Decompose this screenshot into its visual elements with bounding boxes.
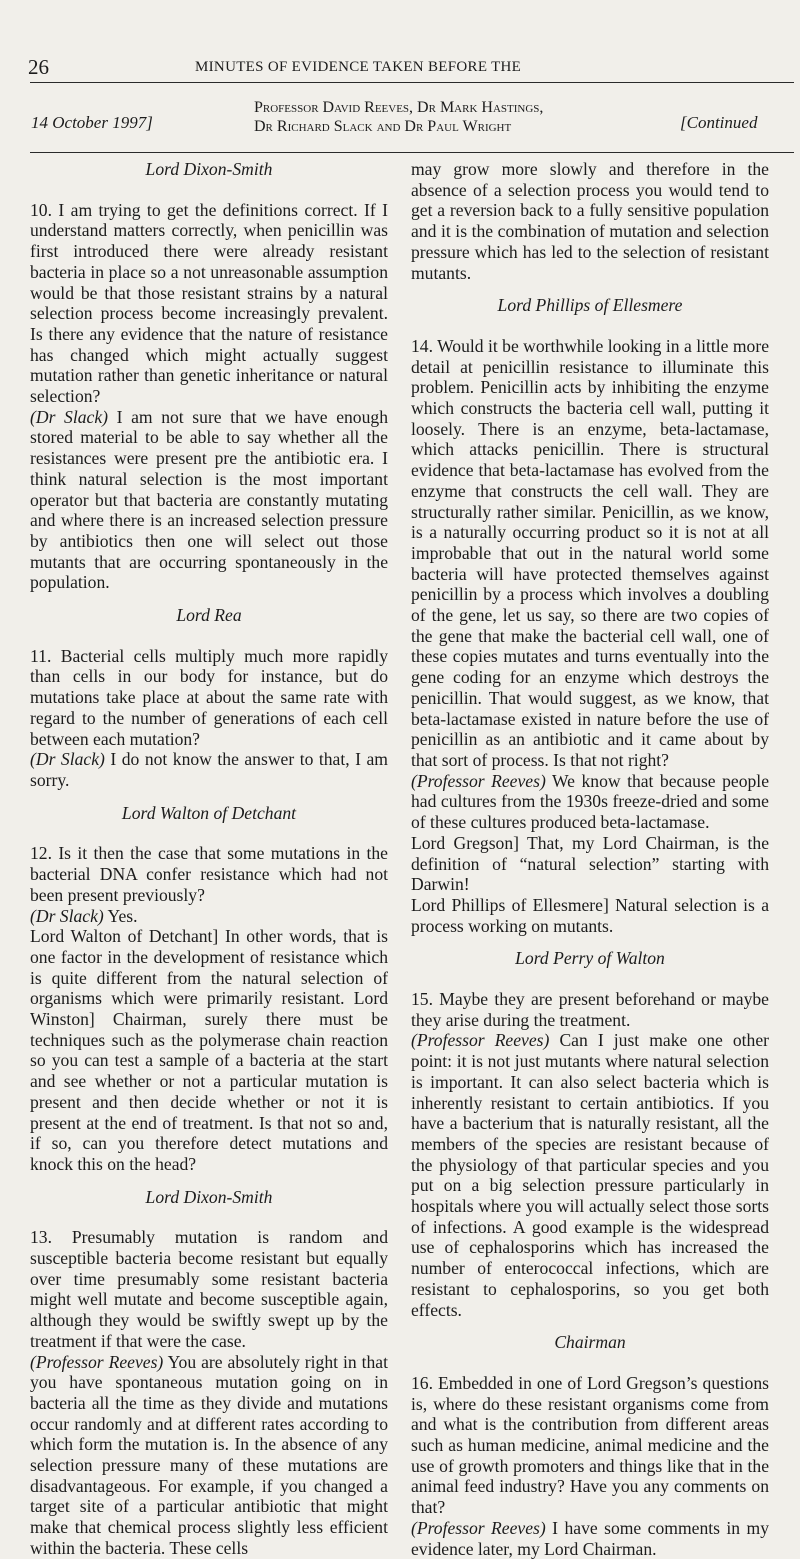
paragraph-text: may grow more slowly and therefore in the absence of a selection process you would tend to get a reversion back to a fully sensitive population and it is the combination of mutation and selection pressure which has led to the selection of resistant mutants. [411, 159, 769, 283]
witness-attribution: (Professor Reeves) [411, 1030, 550, 1051]
witness-line: Professor David Reeves, Dr Mark Hastings, [254, 99, 544, 116]
page-number: 26 [28, 55, 49, 79]
speaker-heading: Lord Dixon-Smith [145, 159, 273, 179]
evidence-paragraph [411, 895, 769, 936]
evidence-paragraph [30, 646, 388, 750]
left-column [30, 159, 388, 1559]
witness-attribution: (Dr Slack) [30, 406, 108, 427]
evidence-paragraph [30, 407, 388, 593]
evidence-paragraph [411, 989, 769, 1030]
paragraph-text: We know that because people had cultures from the 1930s freeze-dried and some of these cultures produced beta-lactamase. [411, 770, 769, 833]
evidence-paragraph [30, 1352, 388, 1559]
paragraph-text: I do not know the answer to that, I am sorry. [30, 749, 388, 790]
speaker-heading: Lord Dixon-Smith [145, 1186, 273, 1207]
evidence-paragraph [30, 843, 388, 905]
speaker-heading: Lord Phillips of Ellesmere [497, 295, 683, 316]
evidence-paragraph [411, 159, 769, 283]
paragraph-text: Lord Phillips of Ellesmere] Natural selection is a process working on mutants. [411, 894, 769, 936]
paragraph-text: 11. Bacterial cells multiply much more rapidly than cells in our body for instance, but do mutations take place at about the same rate with regard to the number of generations of each cell between each mutation? [30, 645, 388, 749]
paragraph-text: 13. Presumably mutation is random and susceptible bacteria become resistant but equally over time presumably some resistant bacteria might well mutate and become susceptible again, although they would be swiftly swept up by the treatment if that were the case. [30, 1227, 388, 1351]
evidence-paragraph [30, 749, 388, 790]
evidence-paragraph [411, 833, 769, 895]
paragraph-text: 16. Embedded in one of Lord Gregson’s questions is, where do these resistant organisms come from and what is the contribution from different areas such as human medicine, animal medicine and the use of growth promoters and things like that in the animal feed industry? Have you any comments on that? [411, 1372, 769, 1518]
evidence-paragraph [30, 200, 388, 407]
speaker-heading: Lord Perry of Walton [515, 948, 665, 969]
witness-attribution: (Professor Reeves) [411, 1517, 546, 1538]
evidence-paragraph [411, 1030, 769, 1320]
evidence-paragraph [411, 771, 769, 833]
right-column [411, 159, 769, 1559]
paragraph-text: Can I just make one other point: it is not just mutants where natural selection is important. It can also select bacteria which is inherently resistant to certain antibiotics. If you have a bacterium that is naturally resistant, all the members of the species are resistant because of the physiology of that particular species and you put on a big selection pressure particularly in hospitals where you will actually select those sorts of infections. A good example is the widespread use of cephalosporins which has increased the number of enterococcal infections, which are resistant to cephalosporins, so you get both effects. [411, 1030, 770, 1320]
witness-attribution: (Dr Slack) [30, 905, 104, 926]
paragraph-text: Lord Walton of Detchant] In other words, that is one factor in the development of resistance which is quite different from the natural selection of organisms which were primarily resistant. Lord Winston] Chairman, surely there must be techniques such as the polymerase chain reaction so you can test a sample of a bacteria at the start and see whether or not a particular mutation is present and then decide whether or not it is present at the end of treatment. Is that not so and, if so, can you therefore detect mutations and knock this on the head? [30, 926, 388, 1174]
evidence-paragraph [30, 1227, 388, 1351]
paragraph-text: 15. Maybe they are present beforehand or maybe they arise during the treatment. [411, 989, 769, 1030]
paragraph-text: Yes. [103, 905, 138, 926]
paragraph-text: 12. Is it then the case that some mutations in the bacterial DNA confer resistance which had not been present previously? [30, 843, 388, 905]
header-rule-bottom [30, 152, 794, 153]
evidence-paragraph [411, 336, 769, 771]
paragraph-text: 10. I am trying to get the definitions correct. If I understand matters correctly, when penicillin was first introduced there were already resistant bacteria in place so a not unreasonable assumption would be that those resistant strains by a natural selection process become increasingly prevalent. Is there any evidence that the nature of resistance has changed which might actually suggest mutation rather than genetic inheritance or natural selection? [30, 199, 388, 407]
running-head: MINUTES OF EVIDENCE TAKEN BEFORE THE [195, 59, 522, 75]
paragraph-text: Lord Gregson] That, my Lord Chairman, is the definition of “natural selection” starting with Darwin! [411, 832, 769, 895]
speaker-heading: Lord Walton of Detchant [121, 802, 297, 823]
paragraph-text: You are absolutely right in that you have spontaneous mutation going on in bacteria all the time as they divide and mutations occur randomly and at different rates according to which form the mutation is. In the absence of any selection pressure many of these mutations are disadvantageous. For example, if you changed a target site of a particular antibiotic that might make that chemical process slightly less efficient within the bacteria. These cells [30, 1351, 388, 1558]
paragraph-text: I am not sure that we have enough stored material to be able to say whether all the resistances were present pre the antibiotic era. I think natural selection is the most important operator but that bacteria are constantly mutating and where there is an increased selection pressure by antibiotics then one will select out those mutants that are occurring spontaneously in the population. [30, 406, 388, 593]
session-date: 14 October 1997] [31, 113, 153, 132]
evidence-paragraph [411, 1373, 769, 1518]
paragraph-text: 14. Would it be worthwhile looking in a little more detail at penicillin resistance to illuminate this problem. Penicillin acts by inhibiting the enzyme which constructs the bacteria cell wall, putting it loosely. There is an enzyme, beta-lactamase, which attacks penicillin. There is structural evidence that beta-lactamase has evolved from the enzyme that constructs the cell wall. They are structurally rather similar. Penicillin, as we know, is a naturally occurring product so it is not at all improbable that out in the natural world some bacteria will have protected themselves against penicillin by a process which involves a doubling of the gene, let us say, so there are two copies of the gene that make the bacterial cell wall, one of these copies mutates and turns eventually into the gene coding for an enzyme which destroys the penicillin. That would suggest, as we know, that beta-lactamase existed in nature before the use of penicillin as an antibiotic and it came about by that sort of process. Is that not right? [411, 335, 769, 770]
evidence-paragraph [30, 926, 388, 1174]
header-rule-top [30, 82, 794, 83]
continued-label: [Continued [680, 113, 758, 132]
witness-attribution: (Dr Slack) [30, 749, 105, 770]
paragraph-text: I have some comments in my evidence later, my Lord Chairman. [411, 1517, 769, 1559]
witness-attribution: (Professor Reeves) [30, 1351, 164, 1372]
speaker-heading: Lord Rea [176, 605, 242, 626]
evidence-paragraph [30, 906, 388, 927]
speaker-heading: Chairman [554, 1332, 626, 1353]
witness-names [254, 98, 659, 136]
evidence-paragraph [411, 1518, 769, 1559]
witness-attribution: (Professor Reeves) [411, 770, 546, 791]
witness-line: Dr Richard Slack and Dr Paul Wright [254, 118, 512, 135]
